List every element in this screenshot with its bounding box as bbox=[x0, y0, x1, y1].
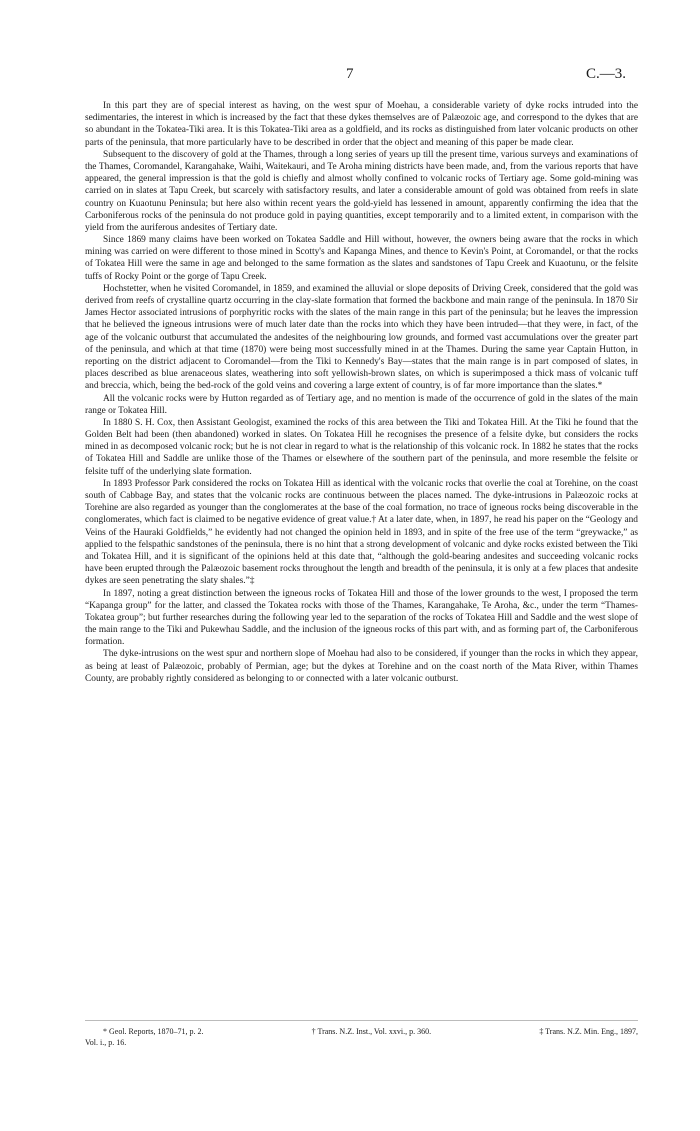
paragraph: Subsequent to the discovery of gold at the Thames, through a long series of years up till the present time, various surveys and examinations of the Thames, Coromandel, Karangahake, Waihi, Waitekauri, and Te Aroha mining districts have been made, and, from the various reports that have appeared, the general impression is that the gold is chiefly and almost wholly confined to volcanic rocks of Tertiary age. Some gold-mining was carried on in slates at Tapu Creek, but scarcely with satisfactory results, and later a considerable amount of gold was obtained from reefs in slate country on Kuaotunu Peninsula; but here also within recent years the gold-yield has lessened in amount, apparently confirming the idea that the Carboniferous rocks of the peninsula do not produce gold in paying quantities, except temporarily and to a limited extent, in comparison with the yield from the auriferous andesites of Tertiary date. bbox=[85, 149, 638, 233]
footnote-row bbox=[85, 1026, 638, 1037]
footnote-geol-reports: * Geol. Reports, 1870–71, p. 2. bbox=[103, 1027, 204, 1036]
page-number: 7 bbox=[346, 66, 354, 82]
paragraph: The dyke-intrusions on the west spur and northern slope of Moehau had also to be considered, if younger than the rocks in which they appear, as being at least of Palæozoic, probably of Permian, age; but the dykes at Torehine and on the coast north of the Mata River, within Thames County, are probably rightly considered as belonging to or connected with a later volcanic outburst. bbox=[85, 649, 638, 684]
paragraph: Since 1869 many claims have been worked on Tokatea Saddle and Hill without, however, the owners being aware that the rocks in which mining was carried on were different to those mined in Scotty's and Kapanga Mines, and thence to Kevin's Point, at Coromandel, or that the rocks of Tokatea Hill were the same in age and belonged to the same formation as the slates and sandstones of Tapu Creek and Kuaotunu, or the felsite tuffs of Rocky Point or the gorge of Tapu Creek. bbox=[85, 235, 638, 282]
body-text bbox=[85, 100, 638, 685]
paragraph: Hochstetter, when he visited Coromandel, in 1859, and examined the alluvial or slope deposits of Driving Creek, considered that the gold was derived from reefs of crystalline quartz occurring in the clay-slate formation that formed the backbone and main range of the peninsula. In 1870 Sir James Hector associated intrusions of porphyritic rocks with the slates of the main range in this part of the peninsula; but he leaves the impression that he believed the igneous intrusions were of much later date than the rocks into which they have been intruded—that they were, in fact, of the age of the volcanic outburst that accumulated the andesites of the neighbouring low grounds, and formed vast accumulations over the greater part of the peninsula, and which at that time (1870) were being most successfully mined in at the Thames. During the same year Captain Hutton, in reporting on the district adjacent to Coromandel—from the Tiki to Kennedy's Bay—states that the main range is in part composed of slates, in places described as blue arenaceous slates, weathering into soft yellowish-brown slates, on which is superimposed a thick mass of volcanic tuff and breccia, which, being the bed-rock of the gold veins and covering a large extent of country, is of far more importance than the slates.* bbox=[85, 283, 638, 392]
paragraph: All the volcanic rocks were by Hutton regarded as of Tertiary age, and no mention is made of the occurrence of gold in the slates of the main range or Tokatea Hill. bbox=[85, 393, 638, 416]
footnote-trans-nz-inst: † Trans. N.Z. Inst., Vol. xxvi., p. 360. bbox=[311, 1027, 432, 1036]
paragraph: In 1893 Professor Park considered the rocks on Tokatea Hill as identical with the volcanic rocks that overlie the coal at Torehine, on the coast south of Cabbage Bay, and states that the volcanic rocks are continuous between the places named. The dyke-intrusions in Palæozoic rocks at Torehine are also regarded as younger than the conglomerates at the base of the coal formation, no trace of igneous rocks being discoverable in the conglomerates, which fact is claimed to be negative evidence of great value.† At a later date, when, in 1897, he read his paper on the “Geology and Veins of the Hauraki Goldfields,” he evidently had not changed the opinion held in 1893, and in spite of the free use of the term “greywacke,” as applied to the felspathic sandstones of the peninsula, there is no hint that a strong development of volcanic and dyke rocks existed between the Tiki and Tokatea Hill, and it is significant of the opinions held at this date that, “although the gold-bearing andesites and succeeding volcanic rocks have been erupted through the Palæozoic basement rocks throughout the length and breadth of the peninsula, it is only at a few places that andesite dykes are seen penetrating the slaty shales.”‡ bbox=[85, 478, 638, 587]
footnotes bbox=[85, 1026, 638, 1048]
paragraph: In 1880 S. H. Cox, then Assistant Geologist, examined the rocks of this area between the Tiki and Tokatea Hill. At the Tiki he found that the Golden Belt had been (then abandoned) worked in slates. On Tokatea Hill he recognises the presence of a felsite dyke, but considers the rocks mined in as decomposed volcanic rock; but he is not clear in regard to what is the relationship of this volcanic rock. In 1882 he states that the rocks of Tokatea Hill and Saddle are unlike those of the Thames or elsewhere of the southern part of the peninsula, and more resemble the felsite or felsite tuff of the underlying slate formation. bbox=[85, 417, 638, 477]
paragraph: In 1897, noting a great distinction between the igneous rocks of Tokatea Hill and those of the lower grounds to the west, I proposed the term “Kapanga group” for the latter, and classed the Tokatea rocks with those of the Thames, Karangahake, Te Aroha, &c., under the term “Thames-Tokatea group”; but further researches during the following year led to the separation of the rocks of Tokatea Hill and Saddle and the west slope of the main range to the Tiki and Pukewhau Saddle, and the inclusion of the igneous rocks of this part with, and as forming part of, the Carboniferous formation. bbox=[85, 588, 638, 648]
footnote-divider bbox=[85, 1020, 638, 1021]
footnote-continuation: Vol. i., p. 16. bbox=[85, 1038, 127, 1047]
footnote-trans-nz-min-eng: ‡ Trans. N.Z. Min. Eng., 1897, bbox=[539, 1027, 638, 1036]
document-reference: C.—3. bbox=[585, 66, 626, 82]
paragraph: In this part they are of special interest as having, on the west spur of Moehau, a considerable variety of dyke rocks intruded into the sedimentaries, the interest in which is increased by the fact that these dykes themselves are of Palæozoic age, and correspond to the dykes that are so abundant in the Tokatea-Tiki area. It is this Tokatea-Tiki area as a goldfield, and its rocks as distinguished from later volcanic products on other parts of the peninsula, that more particularly have to be described in order that the object and meaning of this paper be made clear. bbox=[85, 101, 638, 148]
